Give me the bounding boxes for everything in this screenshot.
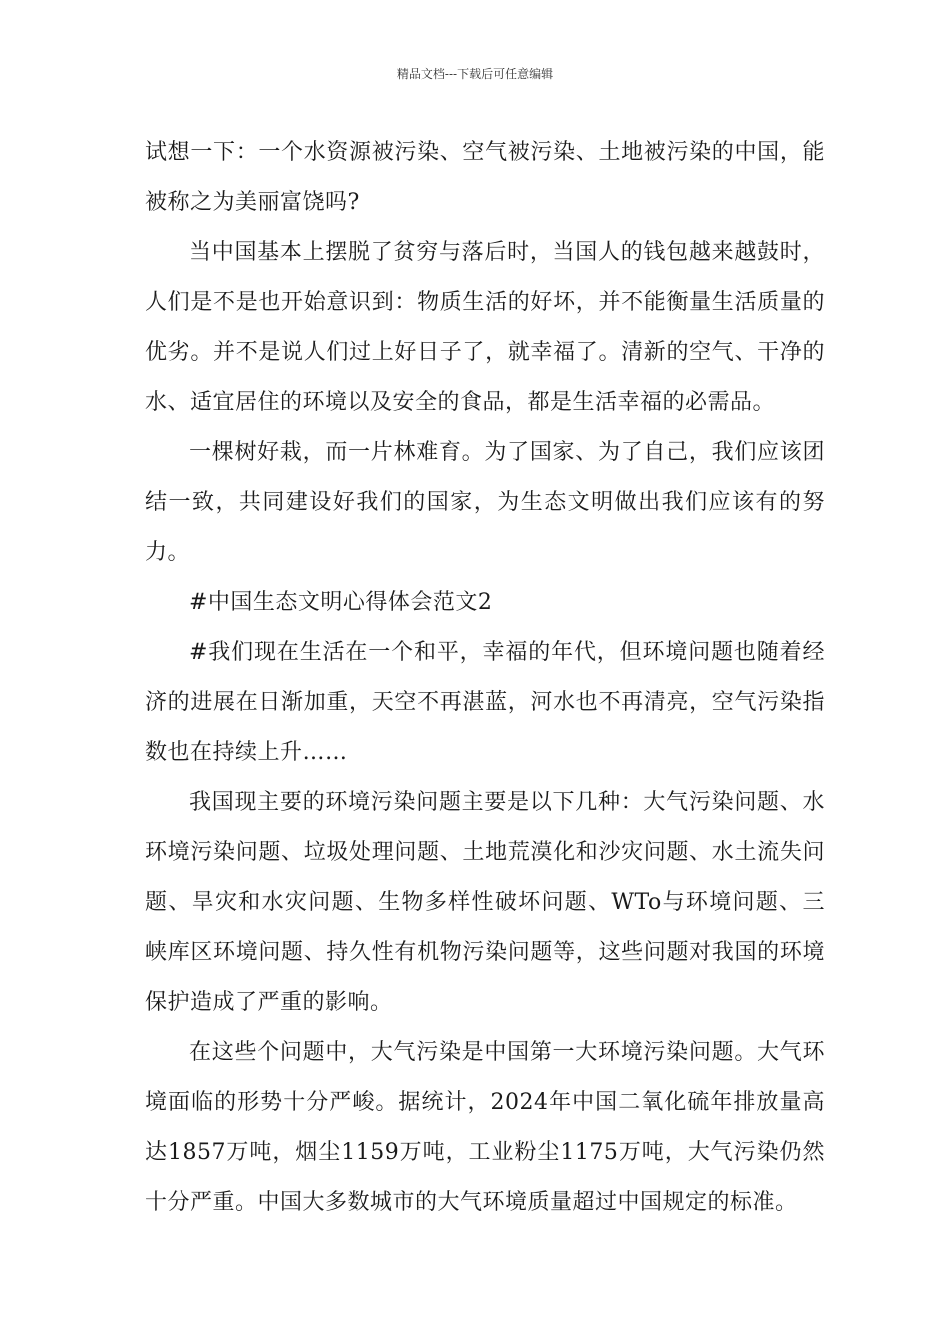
section-heading: #中国生态文明心得体会范文2 [189,590,493,615]
paragraph-1: 试想一下：一个水资源被污染、空气被污染、土地被污染的中国，能被称之为美丽富饶吗? [145,140,825,215]
page-header: 精品文档---下载后可任意编辑 [396,67,554,81]
paragraph-3: 一棵树好栽，而一片林难育。为了国家、为了自己，我们应该团结一致，共同建设好我们的国家，为生态文明做出我们应该有的努力。 [145,440,825,565]
paragraph-2: 当中国基本上摆脱了贫穷与落后时，当国人的钱包越来越鼓时，人们是不是也开始意识到：物质生活的好坏，并不能衡量生活质量的优劣。并不是说人们过上好日子了，就幸福了。清新的空气、干净的水、适宜居住的环境以及安全的食品，都是生活幸福的必需品。 [145,240,825,415]
document-body [145,128,825,1228]
paragraph-5: 我国现主要的环境污染问题主要是以下几种：大气污染问题、水环境污染问题、垃圾处理问题、土地荒漠化和沙灾问题、水土流失问题、旱灾和水灾问题、生物多样性破坏问题、WTo与环境问题、三峡库区环境问题、持久性有机物污染问题等，这些问题对我国的环境保护造成了严重的影响。 [145,790,825,1015]
paragraph-4: #我们现在生活在一个和平，幸福的年代，但环境问题也随着经济的进展在日渐加重，天空不再湛蓝，河水也不再清亮，空气污染指数也在持续上升…… [145,640,825,765]
paragraph-6: 在这些个问题中，大气污染是中国第一大环境污染问题。大气环境面临的形势十分严峻。据统计，2024年中国二氧化硫年排放量高达1857万吨，烟尘1159万吨，工业粉尘1175万吨，大气污染仍然十分严重。中国大多数城市的大气环境质量超过中国规定的标准。 [145,1040,825,1215]
